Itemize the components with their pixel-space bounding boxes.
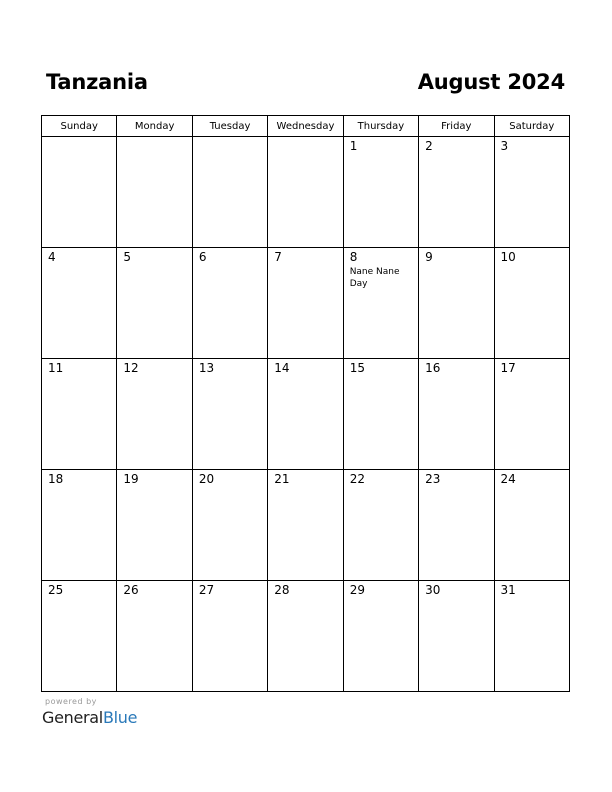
weekday-header-row: [42, 116, 570, 137]
day-cell: [117, 248, 192, 359]
week-row: [42, 470, 570, 581]
day-number: 17: [500, 361, 516, 375]
week-row: [42, 248, 570, 359]
day-number: 28: [274, 583, 290, 597]
day-number: 15: [349, 361, 365, 375]
day-cell: [42, 359, 117, 470]
powered-by-label: powered by: [45, 697, 97, 706]
brand-logo[interactable]: [42, 708, 137, 727]
day-cell: [192, 470, 267, 581]
weekday-header: Saturday: [494, 116, 569, 137]
day-number: 2: [425, 139, 433, 153]
day-number: 1: [349, 139, 358, 153]
day-cell: [192, 248, 267, 359]
day-cell: [343, 359, 418, 470]
day-cell: [268, 581, 343, 692]
calendar-grid: [41, 115, 570, 692]
day-cell: [42, 137, 117, 248]
day-number: 19: [123, 472, 139, 486]
day-cell: [494, 248, 569, 359]
day-cell: [343, 581, 418, 692]
weekday-header: Thursday: [343, 116, 418, 137]
day-cell: [419, 137, 494, 248]
day-cell: [419, 581, 494, 692]
weekday-header: Wednesday: [268, 116, 343, 137]
day-cell: [42, 581, 117, 692]
day-cell: [192, 359, 267, 470]
day-number: [117, 137, 191, 140]
week-row: [42, 359, 570, 470]
calendar-country-title: Tanzania: [46, 70, 148, 94]
brand-logo-blue: Blue: [102, 708, 138, 727]
day-cell: [192, 137, 267, 248]
day-cell: [42, 470, 117, 581]
day-number: 13: [198, 361, 215, 375]
day-number: 10: [500, 250, 516, 264]
day-cell: [117, 470, 192, 581]
day-cell: [268, 359, 343, 470]
day-number: 16: [425, 361, 441, 375]
day-number: 12: [123, 361, 139, 375]
day-number: 11: [48, 361, 64, 375]
day-number: 5: [123, 250, 132, 264]
day-number: 27: [198, 583, 215, 597]
day-number: 26: [123, 583, 139, 597]
day-cell: [419, 470, 494, 581]
day-cell: [42, 248, 117, 359]
day-cell: [343, 470, 418, 581]
day-number: [268, 137, 342, 140]
day-cell: [268, 248, 343, 359]
day-number: 30: [425, 583, 441, 597]
brand-logo-general: General: [42, 708, 103, 727]
day-number: 7: [274, 250, 282, 264]
day-cell: [117, 581, 192, 692]
day-number: 8: [349, 250, 358, 264]
day-cell: [494, 359, 569, 470]
day-number: 4: [48, 250, 56, 264]
day-cell: [494, 470, 569, 581]
weekday-header: Sunday: [42, 116, 117, 137]
day-number: 22: [349, 472, 365, 486]
weekday-header: Tuesday: [192, 116, 267, 137]
day-number: [193, 137, 267, 140]
day-cell: [343, 248, 418, 359]
day-cell: [343, 137, 418, 248]
day-number: 6: [198, 250, 207, 264]
day-cell: [192, 581, 267, 692]
day-number: 31: [500, 583, 516, 597]
day-number: [42, 137, 116, 140]
day-number: 25: [48, 583, 64, 597]
day-cell: [117, 359, 192, 470]
weekday-header: Monday: [117, 116, 192, 137]
day-number: 9: [425, 250, 433, 264]
day-number: 23: [425, 472, 441, 486]
day-cell: [494, 137, 569, 248]
weekday-header: Friday: [419, 116, 494, 137]
day-cell: [419, 359, 494, 470]
day-cell: [268, 470, 343, 581]
day-number: 3: [500, 139, 509, 153]
day-number: 14: [274, 361, 290, 375]
day-number: 20: [198, 472, 215, 486]
day-cell: [419, 248, 494, 359]
day-number: 24: [500, 472, 516, 486]
day-number: 29: [349, 583, 365, 597]
holiday-label: Nane Nane Day: [349, 267, 400, 289]
day-cell: [494, 581, 569, 692]
day-cell: [268, 137, 343, 248]
day-number: 18: [48, 472, 64, 486]
day-number: 21: [274, 472, 290, 486]
calendar-month-title: August 2024: [417, 70, 565, 94]
day-cell: [117, 137, 192, 248]
week-row: [42, 137, 570, 248]
week-row: [42, 581, 570, 692]
